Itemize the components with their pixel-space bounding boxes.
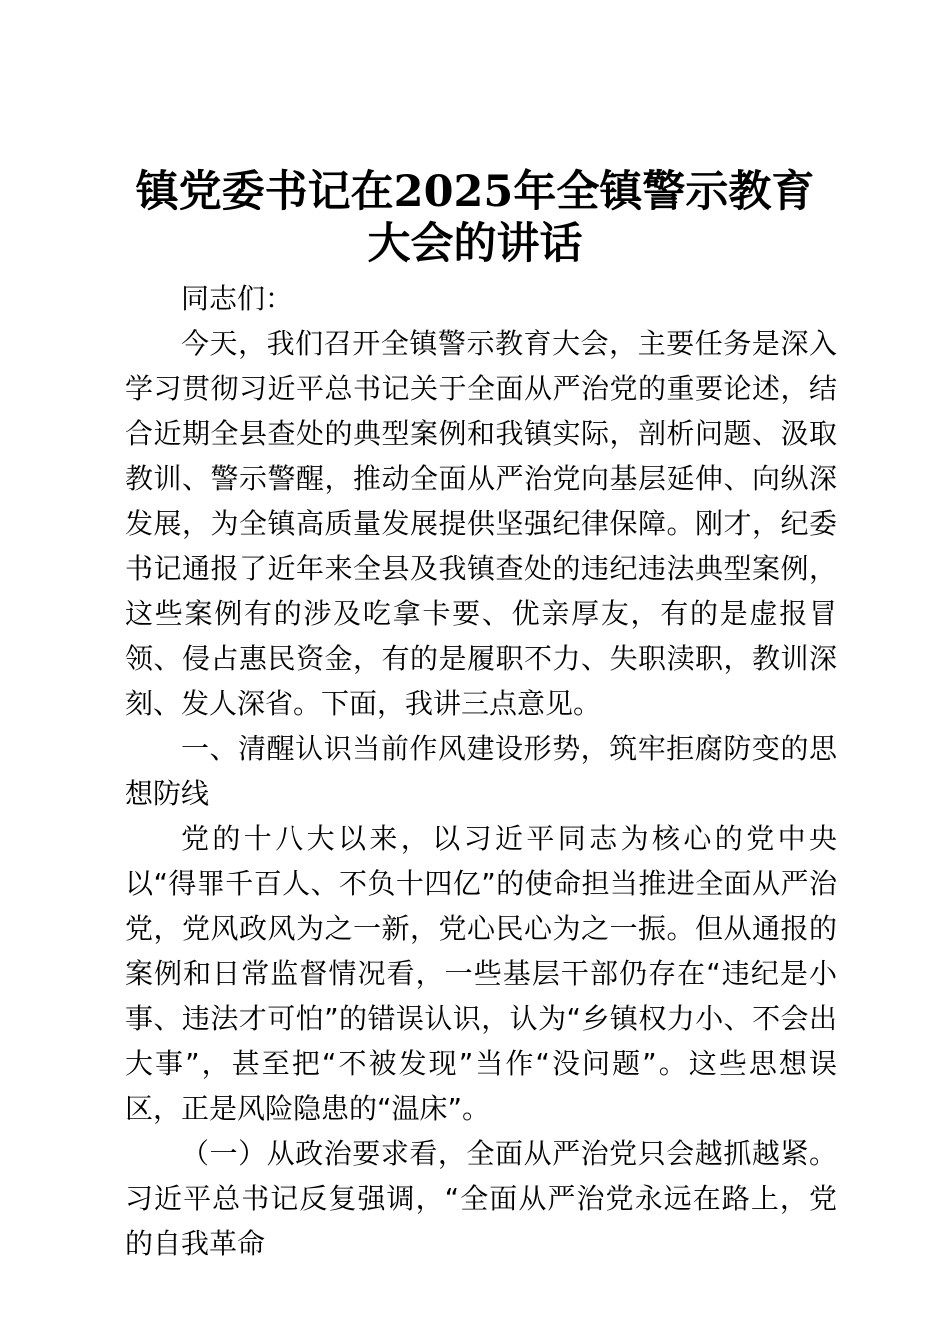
salutation: 同志们：	[181, 282, 294, 315]
document-title: 镇党委书记在2025年全镇警示教育大会的讲话	[135, 167, 815, 269]
body-paragraph: （一）从政治要求看，全面从严治党只会越抓越紧。习近平总书记反复强调，“全面从严治党永远在路上，党的自我革命	[125, 1137, 837, 1260]
section-heading: 一、清醒认识当前作风建设形势，筑牢拒腐防变的思想防线	[125, 732, 837, 810]
document-body	[125, 276, 837, 1266]
body-paragraph: 党的十八大以来，以习近平同志为核心的党中央以“得罪千百人、不负十四亿”的使命担当推进全面从严治党，党风政风为之一新，党心民心为之一振。但从通报的案例和日常监督情况看，一些基层干部仍存在“违纪是小事、违法才可怕”的错误认识，认为“乡镇权力小、不会出大事”，甚至把“不被发现”当作“没问题”。这些思想误区，正是风险隐患的“温床”。	[125, 822, 837, 1125]
body-paragraph: 今天，我们召开全镇警示教育大会，主要任务是深入学习贯彻习近平总书记关于全面从严治党的重要论述，结合近期全县查处的典型案例和我镇实际，剖析问题、汲取教训、警示警醒，推动全面从严治党向基层延伸、向纵深发展，为全镇高质量发展提供坚强纪律保障。刚才，纪委书记通报了近年来全县及我镇查处的违纪违法典型案例，这些案例有的涉及吃拿卡要、优亲厚友，有的是虚报冒领、侵占惠民资金，有的是履职不力、失职渎职，教训深刻、发人深省。下面，我讲三点意见。	[125, 327, 837, 720]
